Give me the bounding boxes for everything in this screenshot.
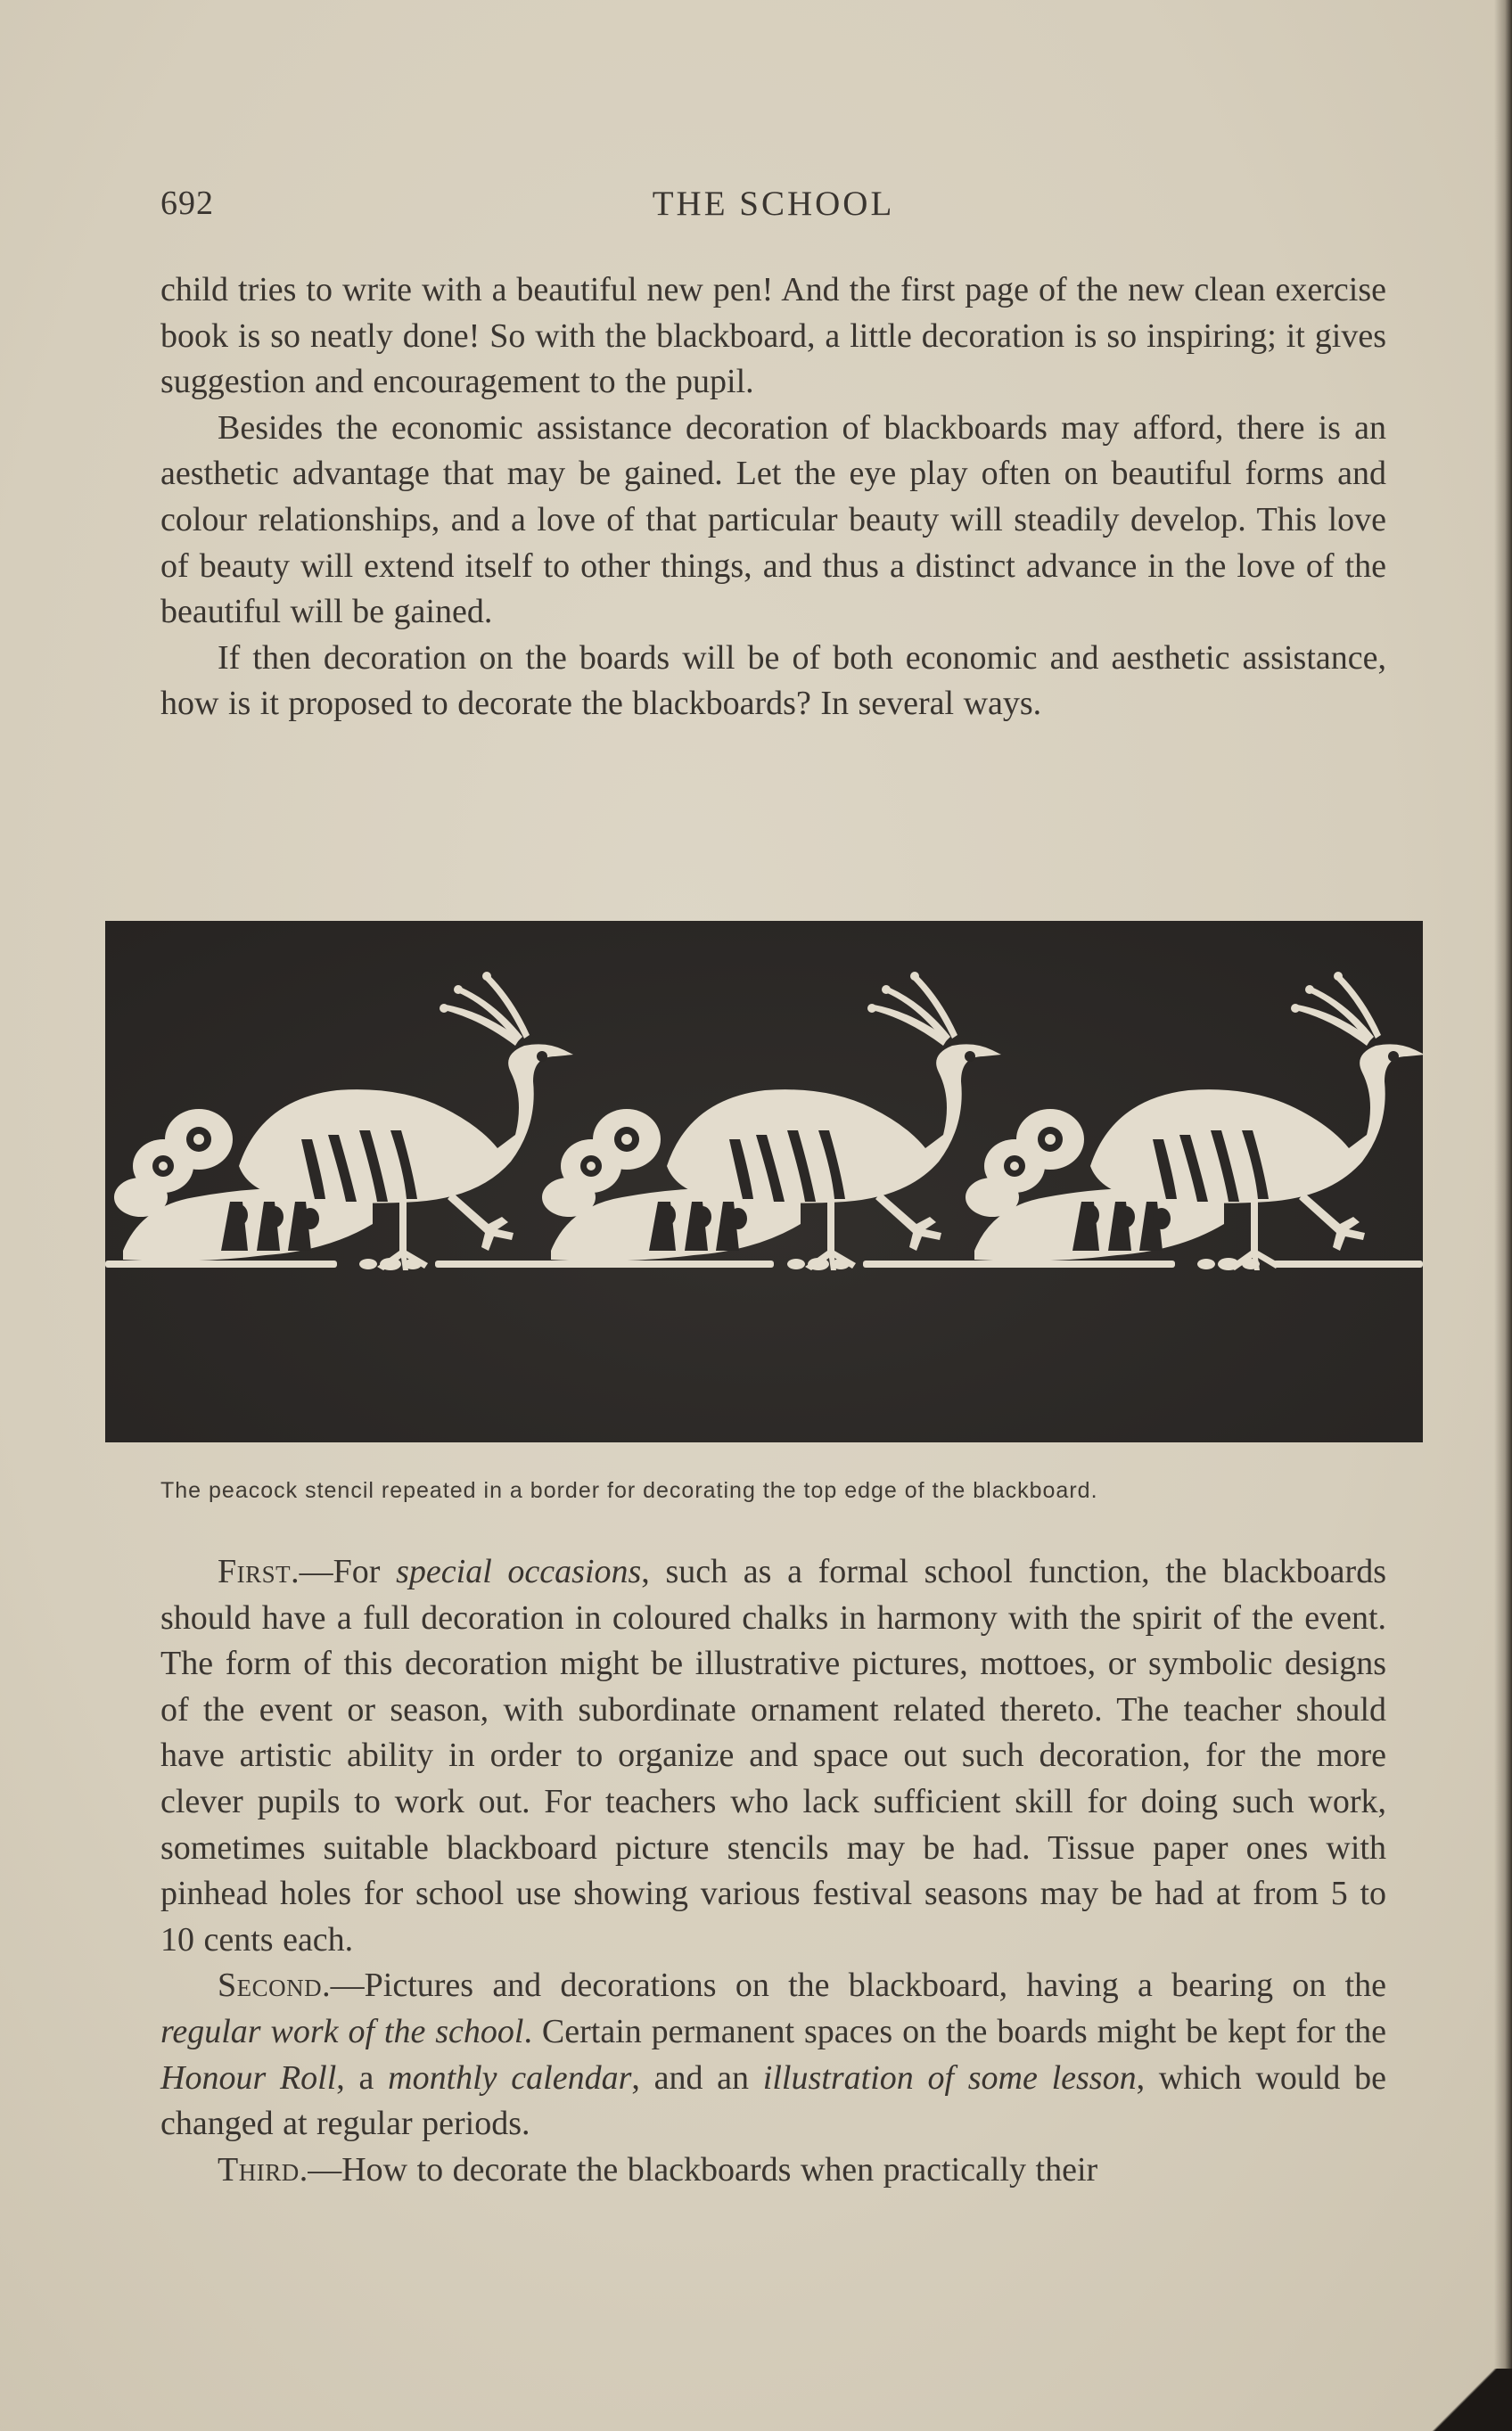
second-text-1: . Certain permanent spaces on the boards might be kept for the [523, 2012, 1386, 2050]
figure-caption: The peacock stencil repeated in a border for decorating the top edge of the blackboard. [160, 1478, 1098, 1503]
second-dash: .—Pictures and decorations on the blackboard, having a bearing on the [322, 1967, 1386, 2005]
first-emphasis: special occasions [396, 1553, 642, 1590]
second-emphasis-2: Honour Roll [160, 2058, 337, 2097]
first-dash: .—For [291, 1553, 397, 1590]
peacock-stencil-3 [966, 972, 1423, 1270]
body-text-top [160, 267, 1386, 727]
peacock-border-illustration [105, 921, 1423, 1442]
peacock-stencil-2 [542, 972, 1001, 1270]
page-edge-shadow [1494, 0, 1512, 2431]
peacock-stencil-1 [114, 972, 573, 1270]
paragraph-third [160, 2148, 1386, 2194]
second-emphasis-1: regular work of the school [160, 2012, 524, 2050]
peacock-stencil-figure [105, 921, 1423, 1442]
third-dash: .—How to decorate the blackboards when practically their [299, 2150, 1098, 2189]
second-text-4: , which would be changed at regular periods. [160, 2058, 1387, 2143]
running-head: THE SCHOOL [652, 185, 895, 223]
body-text-bottom [160, 1549, 1386, 2193]
second-text-2: , a [336, 2058, 389, 2097]
third-label: Third [218, 2150, 300, 2189]
paragraph-ways: If then decoration on the boards will be of both economic and aesthetic assistance, how is it proposed to decorate the blackboards? In several ways. [160, 638, 1386, 723]
page-corner-shadow [1414, 2369, 1512, 2431]
bead-border-line [105, 1258, 1423, 1270]
first-label: First [218, 1553, 292, 1590]
second-text-3: , and an [631, 2058, 763, 2097]
page-number: 692 [160, 185, 214, 222]
paragraph-aesthetic: Besides the economic assistance decoration of blackboards may afford, there is an aesthetic advantage that may be gained. Let the eye play often on beautiful forms and colour relationships, and a love of that particular beauty will steadily develop. This love of beauty will extend itself to other things, and thus a distinct advance in the love of the beautiful will be gained. [160, 408, 1386, 631]
paragraph-continuation: child tries to write with a beautiful new pen! And the first page of the new clean exercise book is so neatly done! So with the blackboard, a little decoration is so inspiring; it gives suggestion and encouragement to the pupil. [160, 271, 1386, 401]
second-emphasis-3: monthly calendar [388, 2058, 632, 2097]
second-label: Second [218, 1967, 323, 2005]
second-emphasis-4: illustration of some lesson [762, 2058, 1137, 2097]
paragraph-first [160, 1549, 1386, 1963]
page-header [160, 177, 1386, 230]
paragraph-second [160, 1963, 1386, 2147]
first-text: , such as a formal school function, the blackboards should have a full decoration in coloured chalks in harmony with the spirit of the event. The form of this decoration might be illustrative pictures, mottoes, or symbolic designs of the event or season, with subordinate ornament related thereto. The teacher should have artistic ability in order to organize and space out such decoration, for the more clever pupils to work out. For teachers who lack sufficient skill for doing such work, sometimes suitable blackboard picture stencils may be had. Tissue paper ones with pinhead holes for school use showing various festival seasons may be had at from 5 to 10 cents each. [160, 1553, 1386, 1959]
